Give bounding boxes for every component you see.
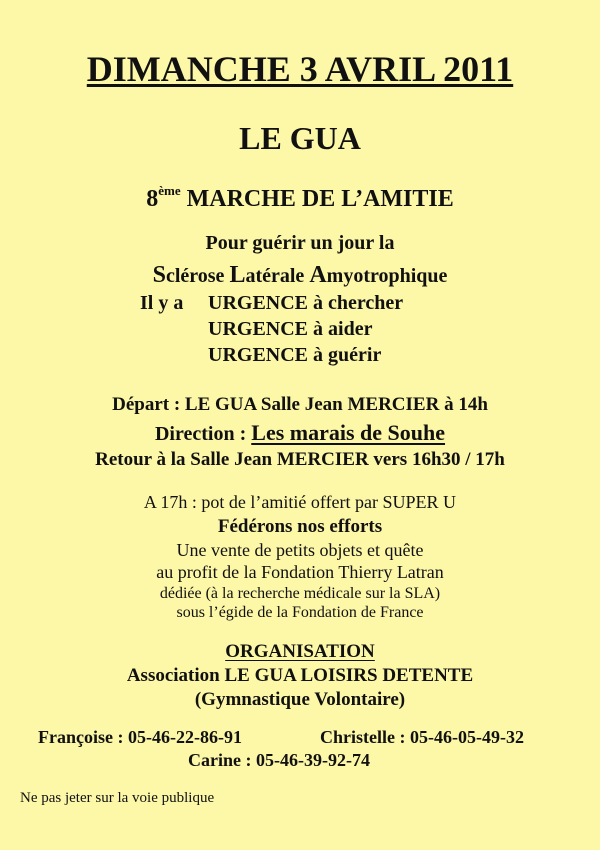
event-date: DIMANCHE 3 AVRIL 2011: [86, 49, 514, 89]
organisation-heading: ORGANISATION: [225, 641, 375, 662]
walk-number: 8: [146, 186, 159, 212]
walk-title: MARCHE DE L’AMITIE: [186, 186, 454, 212]
vente-line2: au profit de la Fondation Thierry Latran: [156, 562, 444, 582]
ilya-text: Il y a: [140, 292, 184, 314]
direction-label: Direction :: [154, 423, 252, 445]
sla-s-initial: S: [152, 262, 166, 288]
contact-carine: Carine : 05-46-39-92-74: [188, 750, 370, 770]
cause-line: Pour guérir un jour la: [205, 232, 395, 254]
egide-line: sous l’égide de la Fondation de France: [176, 604, 424, 621]
urgence-guerir: URGENCE à guérir: [208, 344, 382, 366]
retour-info: Retour à la Salle Jean MERCIER vers 16h30 / 17h: [95, 449, 505, 470]
federons-heading: Fédérons nos efforts: [217, 516, 383, 537]
pot-amitie: A 17h : pot de l’amitié offert par SUPER U: [143, 492, 457, 512]
contact-francoise: Françoise : 05-46-22-86-91: [38, 727, 242, 747]
vente-line1: Une vente de petits objets et quête: [176, 540, 424, 560]
dediee-line: dédiée (à la recherche médicale sur la SLA): [159, 585, 441, 602]
sla-a-rest: myotrophique: [326, 265, 448, 287]
direction-place: Les marais de Souhe: [251, 420, 446, 445]
event-title: [0, 183, 600, 213]
urgence-chercher: URGENCE à chercher: [208, 292, 404, 314]
disposal-notice: Ne pas jeter sur la voie publique: [20, 790, 215, 806]
sla-s-rest: clérose: [165, 265, 230, 287]
sla-a-initial: A: [309, 262, 327, 288]
direction-info: [0, 420, 600, 446]
disease-name: [0, 262, 600, 289]
association-name: Association LE GUA LOISIRS DETENTE: [126, 665, 474, 686]
contact-christelle: Christelle : 05-46-05-49-32: [320, 727, 524, 747]
gym-label: (Gymnastique Volontaire): [194, 689, 406, 710]
sla-l-rest: atérale: [245, 265, 310, 287]
walk-number-suffix: ème: [158, 183, 181, 198]
depart-info: Départ : LE GUA Salle Jean MERCIER à 14h: [112, 394, 488, 415]
sla-l-initial: L: [229, 262, 246, 288]
event-city: LE GUA: [239, 120, 361, 156]
urgence-aider: URGENCE à aider: [208, 318, 373, 340]
